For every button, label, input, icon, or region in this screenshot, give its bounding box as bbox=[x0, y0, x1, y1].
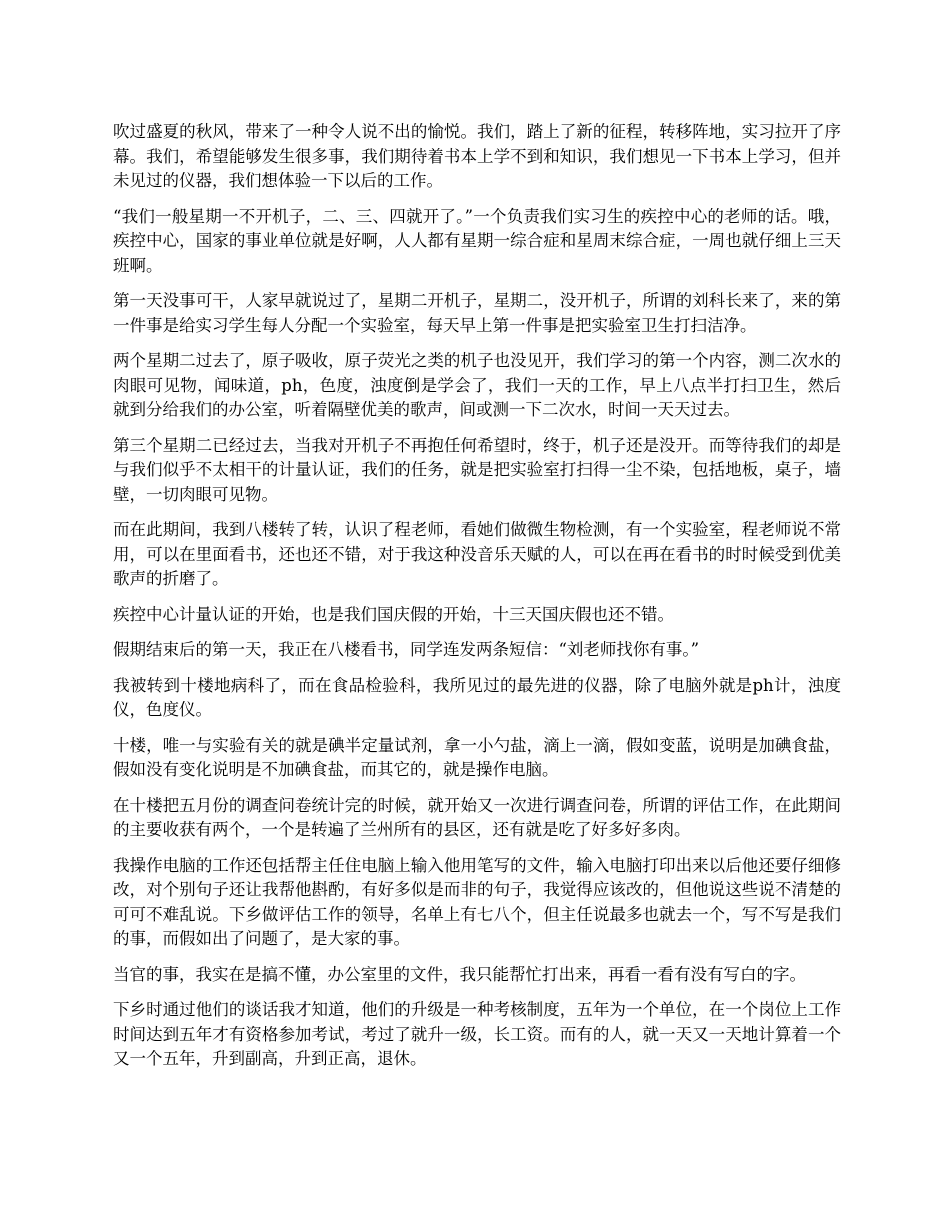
paragraph-4: 两个星期二过去了，原子吸收，原子荧光之类的机子也没见开，我们学习的第一个内容，测二次水的肉眼可见物，闻味道，ph，色度，浊度倒是学会了，我们一天的工作，早上八点半打扫卫生，然后就到分给我们的办公室，听着隔壁优美的歌声，间或测一下二次水，时间一天天过去。 bbox=[113, 351, 841, 419]
document-body bbox=[113, 120, 841, 1083]
paragraph-12: 我操作电脑的工作还包括帮主任住电脑上输入他用笔写的文件，输入电脑打印出来以后他还要仔细修改，对个别句子还让我帮他斟酌，有好多似是而非的句子，我觉得应该改的，但他说这些说不清楚的可可不难乱说。下乡做评估工作的领导，名单上有七八个，但主任说最多也就去一个，写不写是我们的事，而假如出了问题了，是大家的事。 bbox=[113, 855, 841, 948]
paragraph-11: 在十楼把五月份的调查问卷统计完的时候，就开始又一次进行调查问卷，所谓的评估工作，在此期间的主要收获有两个，一个是转遍了兰州所有的县区，还有就是吃了好多好多肉。 bbox=[113, 795, 841, 839]
paragraph-7: 疾控中心计量认证的开始，也是我们国庆假的开始，十三天国庆假也还不错。 bbox=[113, 604, 674, 624]
paragraph-3: 第一天没事可干，人家早就说过了，星期二开机子，星期二，没开机子，所谓的刘科长来了，来的第一件事是给实习学生每人分配一个实验室，每天早上第一件事是把实验室卫生打扫洁净。 bbox=[113, 291, 841, 335]
paragraph-6: 而在此期间，我到八楼转了转，认识了程老师，看她们做微生物检测，有一个实验室，程老师说不常用，可以在里面看书，还也还不错，对于我这种没音乐天赋的人，可以在再在看书的时时候受到优美歌声的折磨了。 bbox=[113, 520, 841, 588]
paragraph-1: 吹过盛夏的秋风，带来了一种令人说不出的愉悦。我们，踏上了新的征程，转移阵地，实习拉开了序幕。我们，希望能够发生很多事，我们期待着书本上学不到和知识，我们想见一下书本上学习，但并未见过的仪器，我们想体验一下以后的工作。 bbox=[113, 122, 841, 190]
paragraph-9: 我被转到十楼地病科了，而在食品检验科，我所见过的最先进的仪器，除了电脑外就是ph计，浊度仪，色度仪。 bbox=[113, 675, 841, 719]
paragraph-2: “我们一般星期一不开机子，二、三、四就开了。”一个负责我们实习生的疾控中心的老师的话。哦，疾控中心，国家的事业单位就是好啊，人人都有星期一综合症和星周末综合症，一周也就仔细上三天班啊。 bbox=[113, 206, 841, 275]
paragraph-14: 下乡时通过他们的谈话我才知道，他们的升级是一种考核制度，五年为一个单位，在一个岗位上工作时间达到五年才有资格参加考试，考过了就升一级，长工资。而有的人，就一天又一天地计算着一个又一个五年，升到副高，升到正高，退休。 bbox=[113, 1000, 841, 1068]
paragraph-10: 十楼，唯一与实验有关的就是碘半定量试剂，拿一小勺盐，滴上一滴，假如变蓝，说明是加碘食盐，假如没有变化说明是不加碘食盐，而其它的，就是操作电脑。 bbox=[113, 735, 841, 779]
paragraph-13: 当官的事，我实在是搞不懂，办公室里的文件，我只能帮忙打出来，再看一看有没有写白的字。 bbox=[113, 964, 806, 984]
paragraph-8: 假期结束后的第一天，我正在八楼看书，同学连发两条短信：“刘老师找你有事。” bbox=[113, 640, 700, 659]
paragraph-5: 第三个星期二已经过去，当我对开机子不再抱任何希望时，终于，机子还是没开。而等待我们的却是与我们似乎不太相干的计量认证，我们的任务，就是把实验室打扫得一尘不染，包括地板，桌子，墙壁，一切肉眼可见物。 bbox=[113, 435, 841, 504]
